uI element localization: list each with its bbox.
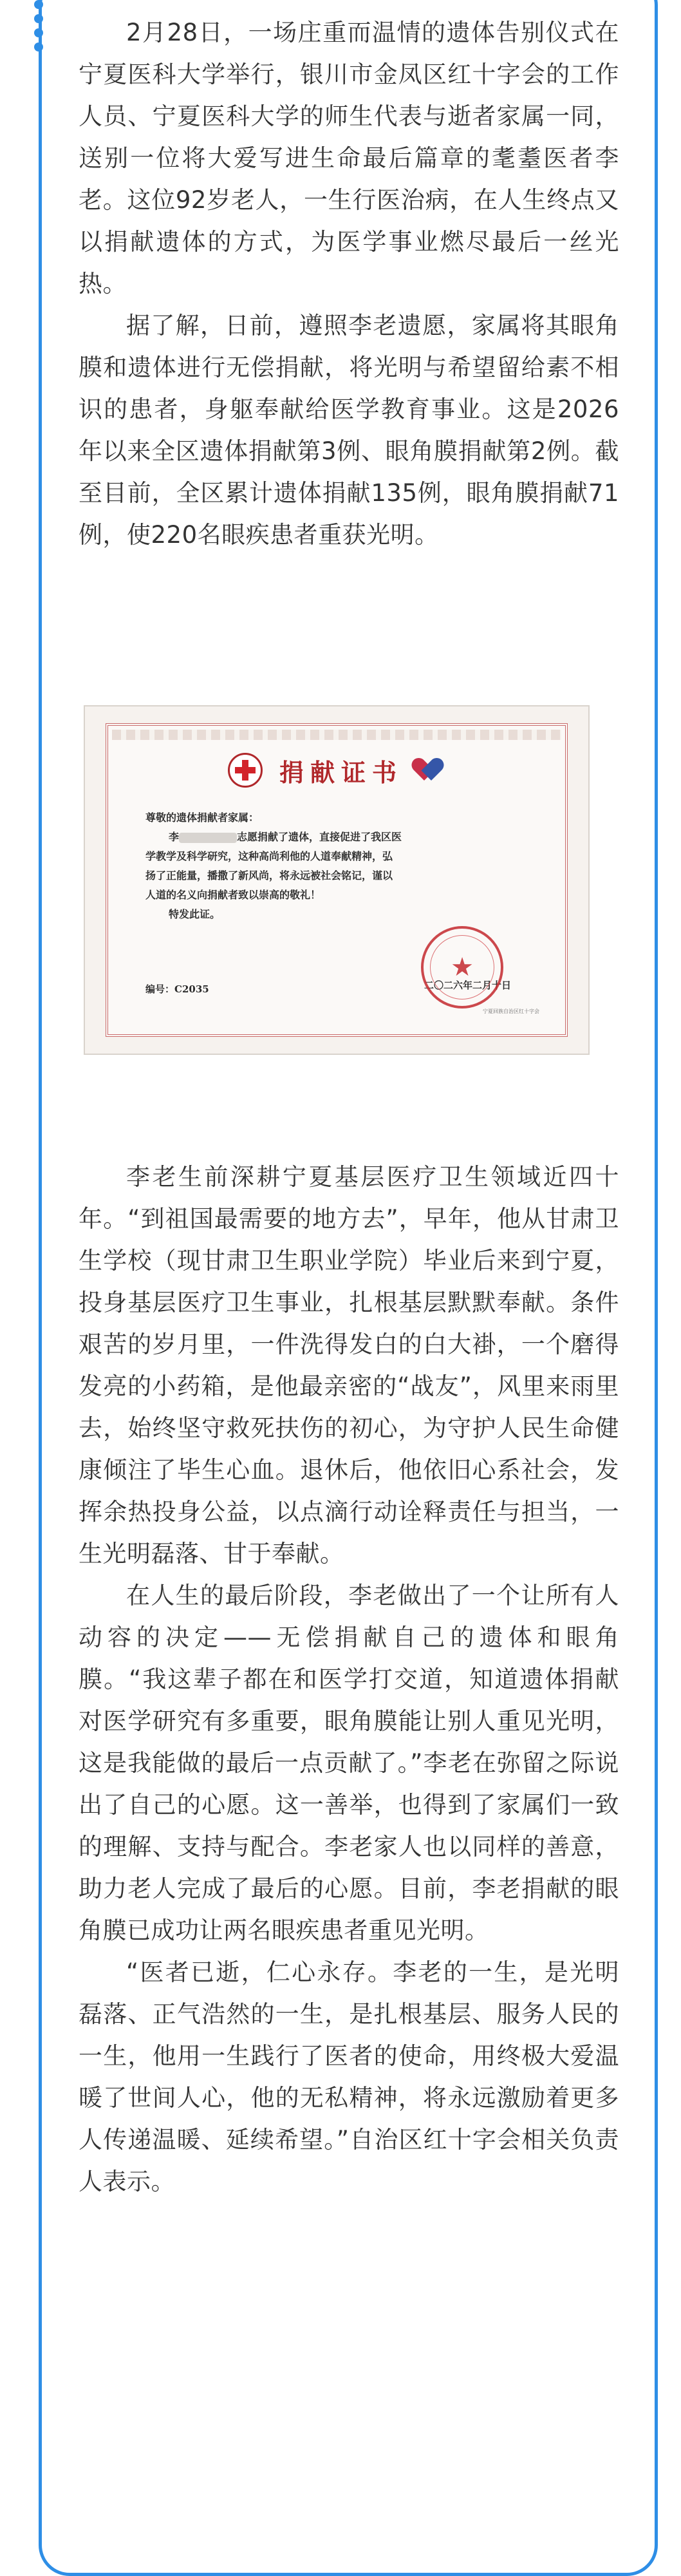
official-seal-icon	[421, 926, 503, 1009]
dot-icon	[34, 43, 43, 52]
heart-logo-icon	[417, 756, 445, 784]
donation-certificate-image	[84, 705, 590, 1055]
certificate-number-label: 编号：	[145, 983, 175, 995]
certificate-salutation: 尊敬的遗体捐献者家属：	[145, 811, 259, 824]
red-cross-icon	[228, 753, 263, 788]
certificate-number	[145, 982, 209, 996]
certificate-border	[106, 723, 568, 1037]
redacted-name	[179, 833, 237, 843]
certificate-line	[145, 828, 534, 847]
paragraph: 在人生的最后阶段，李老做出了一个让所有人动容的决定——无偿捐献自己的遗体和眼角膜。“我这辈子都在和医学打交道，知道遗体捐献对医学研究有多重要，眼角膜能让别人重见光明，这是我能做的最后一点贡献了。”李老在弥留之际说出了自己的心愿。这一善举，也得到了家属们一致的理解、支持与配合。李老家人也以同样的善意，助力老人完成了最后的心愿。目前，李老捐献的眼角膜已成功让两名眼疾患者重见光明。	[79, 1582, 619, 1944]
seal-ring	[430, 935, 494, 999]
certificate-title: 捐献证书	[279, 757, 403, 787]
paragraph: “医者已逝，仁心永存。李老的一生，是光明磊落、正气浩然的一生，是扎根基层、服务人民的一生，他用一生践行了医者的使命，用终极大爱温暖了世间人心，他的无私精神，将永远激励着更多人传递温暖、延续希望。”自治区红十字会相关负责人表示。	[79, 1958, 619, 2195]
certificate-footer: 宁夏回族自治区红十字会	[483, 1009, 539, 1014]
seal-star-icon: ★	[451, 952, 474, 982]
paragraph: 李老生前深耕宁夏基层医疗卫生领域近四十年。“到祖国最需要的地方去”，早年，他从甘肃卫生学校（现甘肃卫生职业学院）毕业后来到宁夏，投身基层医疗卫生事业，扎根基层默默奉献。条件艰苦的岁月里，一件洗得发白的白大褂，一个磨得发亮的小药箱，是他最亲密的“战友”，风里来雨里去，始终坚守救死扶伤的初心，为守护人民生命健康倾注了毕生心血。退休后，他依旧心系社会，发挥余热投身公益，以点滴行动诠释责任与担当，一生光明磊落、甘于奉献。	[79, 1163, 619, 1567]
certificate-line: 人道的名义向捐献者致以崇高的敬礼！	[145, 889, 321, 901]
certificate-number-value: C2035	[174, 983, 209, 995]
paragraph: 2月28日，一场庄重而温情的遗体告别仪式在宁夏医科大学举行，银川市金凤区红十字会的工作人员、宁夏医科大学的师生代表与逝者家属一同，送别一位将大爱写进生命最后篇章的耄耋医者李老。这位92岁老人，一生行医治病，在人生终点又以捐献遗体的方式，为医学事业燃尽最后一丝光热。	[79, 19, 619, 298]
paragraph: 据了解，日前，遵照李老遗愿，家属将其眼角膜和遗体进行无偿捐献，将光明与希望留给素不相识的患者，身躯奉献给医学教育事业。这是2026年以来全区遗体捐献第3例、眼角膜捐献第2例。截至目前，全区累计遗体捐献135例，眼角膜捐献71例，使220名眼疾患者重获光明。	[79, 312, 619, 549]
donor-name: 李	[169, 831, 180, 843]
decorative-dots	[30, 0, 47, 57]
article-section-bottom	[79, 1156, 619, 2202]
certificate-header	[108, 752, 565, 789]
certificate-line-text: 志愿捐献了遗体，直接促进了我区医	[237, 831, 402, 843]
certificate-line: 学教学及科学研究，这种高尚利他的人道奉献精神，弘	[145, 850, 393, 862]
dot-icon	[34, 14, 43, 23]
certificate-body	[145, 808, 534, 924]
certificate-line: 特发此证。	[169, 908, 221, 920]
certificate-date: 二〇二六年二月十日	[424, 980, 511, 991]
article-section-top	[79, 12, 619, 556]
certificate-line: 扬了正能量，播撒了新风尚，将永远被社会铭记，谨以	[145, 869, 393, 882]
certificate-pattern	[112, 730, 561, 740]
dot-icon	[34, 0, 43, 9]
dot-icon	[34, 28, 43, 37]
